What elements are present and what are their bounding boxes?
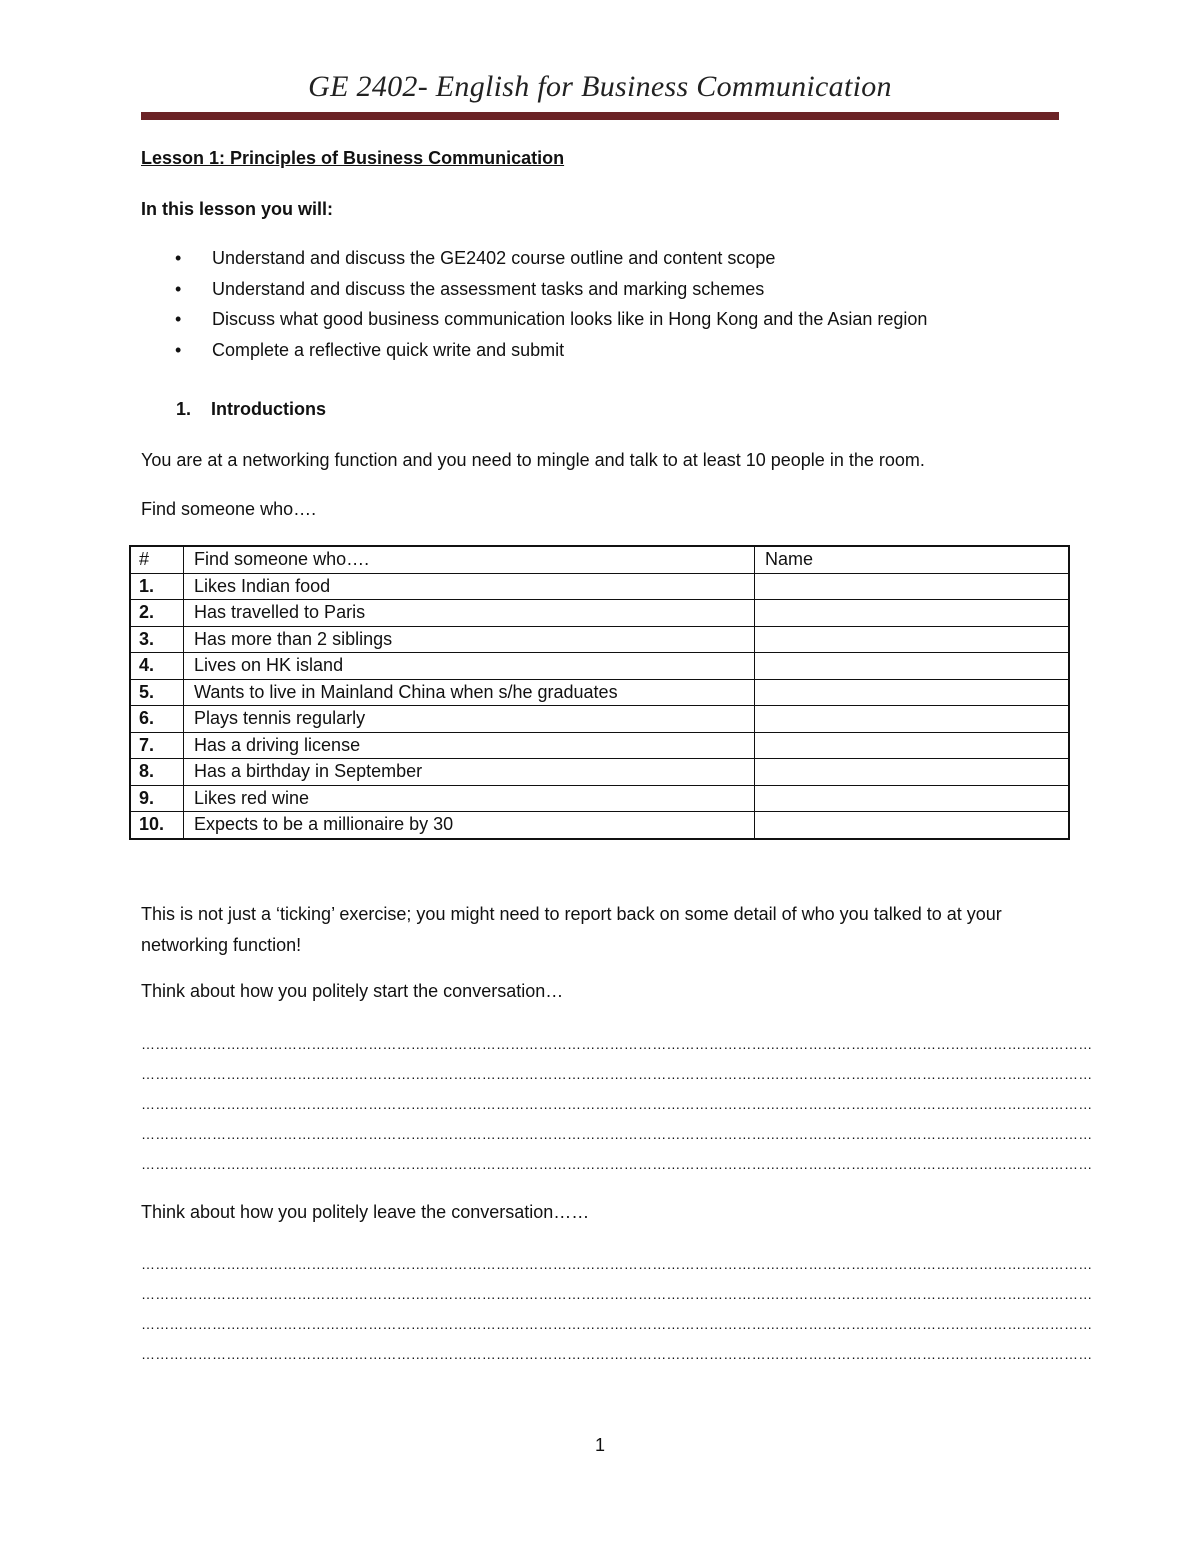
table-header-cell: Name <box>755 546 1070 573</box>
bullet-icon: • <box>175 278 182 299</box>
row-name-cell[interactable] <box>755 785 1070 812</box>
objective-text: Understand and discuss the assessment tasks and marking schemes <box>212 278 765 299</box>
networking-instructions: You are at a networking function and you need to mingle and talk to at least 10 people in the room. <box>141 450 925 470</box>
objective-item <box>141 340 927 371</box>
table-row <box>130 626 1069 653</box>
bullet-icon: • <box>175 248 182 268</box>
bullet-icon: • <box>175 309 182 329</box>
start-conversation-prompt: Think about how you politely start the conversation… <box>141 981 564 1001</box>
find-someone-table <box>129 545 1070 840</box>
section-number: 1. <box>176 399 192 419</box>
row-number: 9. <box>130 785 184 812</box>
row-name-cell[interactable] <box>755 732 1070 759</box>
find-someone-prompt: Find someone who…. <box>141 499 317 519</box>
objectives-list <box>141 248 927 370</box>
table-header-cell: # <box>130 546 184 573</box>
row-description: Plays tennis regularly <box>184 706 755 733</box>
row-description: Expects to be a millionaire by 30 <box>184 812 755 839</box>
row-number: 7. <box>130 732 184 759</box>
row-name-cell[interactable] <box>755 626 1070 653</box>
objective-text: Discuss what good business communication looks like in Hong Kong and the Asian region <box>212 309 928 329</box>
bullet-icon: • <box>175 339 182 360</box>
row-description: Has travelled to Paris <box>184 600 755 627</box>
row-number: 4. <box>130 653 184 680</box>
row-description: Likes red wine <box>184 785 755 812</box>
row-description: Has more than 2 siblings <box>184 626 755 653</box>
objective-item <box>141 248 927 279</box>
row-name-cell[interactable] <box>755 759 1070 786</box>
row-number: 6. <box>130 706 184 733</box>
row-description: Lives on HK island <box>184 653 755 680</box>
row-number: 5. <box>130 679 184 706</box>
lesson-intro: In this lesson you will: <box>141 199 334 219</box>
row-description: Wants to live in Mainland China when s/he graduates <box>184 679 755 706</box>
document-header-title: GE 2402- English for Business Communication <box>308 70 892 103</box>
section-title: Introductions <box>211 399 326 419</box>
table-row <box>130 600 1069 627</box>
row-number: 2. <box>130 600 184 627</box>
answer-line[interactable]: ………………………………………………………………………………………………………………………………………………………………………………… <box>141 1066 1093 1082</box>
leave-conversation-prompt: Think about how you politely leave the conversation…… <box>141 1202 590 1222</box>
table-row <box>130 573 1069 600</box>
answer-line[interactable]: ………………………………………………………………………………………………………………………………………………………………………………… <box>141 1156 1093 1172</box>
answer-line[interactable]: ………………………………………………………………………………………………………………………………………………………………………………… <box>141 1126 1093 1142</box>
table-header-cell: Find someone who…. <box>184 546 755 573</box>
answer-line[interactable]: ………………………………………………………………………………………………………………………………………………………………………………… <box>141 1256 1093 1272</box>
row-number: 3. <box>130 626 184 653</box>
objective-text: Complete a reflective quick write and submit <box>212 339 565 360</box>
table-header-row <box>130 546 1069 573</box>
objective-text: Understand and discuss the GE2402 course outline and content scope <box>212 248 776 268</box>
row-number: 1. <box>130 573 184 600</box>
table-row <box>130 812 1069 839</box>
answer-line[interactable]: ………………………………………………………………………………………………………………………………………………………………………………… <box>141 1036 1093 1052</box>
lesson-title: Lesson 1: Principles of Business Communication <box>141 148 565 168</box>
row-description: Likes Indian food <box>184 573 755 600</box>
row-name-cell[interactable] <box>755 812 1070 839</box>
table-row <box>130 679 1069 706</box>
header-divider <box>141 112 1059 120</box>
row-name-cell[interactable] <box>755 573 1070 600</box>
answer-line[interactable]: ………………………………………………………………………………………………………………………………………………………………………………… <box>141 1096 1093 1112</box>
ticking-note: This is not just a ‘ticking’ exercise; you might need to report back on some detail of who you talked to at your networking function! <box>141 904 1002 955</box>
table-row <box>130 653 1069 680</box>
table-row <box>130 732 1069 759</box>
answer-line[interactable]: ………………………………………………………………………………………………………………………………………………………………………………… <box>141 1316 1093 1332</box>
page-number: 1 <box>594 1435 605 1455</box>
row-number: 8. <box>130 759 184 786</box>
row-number: 10. <box>130 812 184 839</box>
row-description: Has a driving license <box>184 732 755 759</box>
answer-line[interactable]: ………………………………………………………………………………………………………………………………………………………………………………… <box>141 1346 1093 1362</box>
row-name-cell[interactable] <box>755 653 1070 680</box>
answer-line[interactable]: ………………………………………………………………………………………………………………………………………………………………………………… <box>141 1286 1093 1302</box>
row-name-cell[interactable] <box>755 706 1070 733</box>
row-name-cell[interactable] <box>755 679 1070 706</box>
row-description: Has a birthday in September <box>184 759 755 786</box>
table-row <box>130 759 1069 786</box>
section-heading <box>176 399 326 420</box>
row-name-cell[interactable] <box>755 600 1070 627</box>
objective-item <box>141 279 927 310</box>
table-row <box>130 706 1069 733</box>
table-row <box>130 785 1069 812</box>
objective-item <box>141 309 927 340</box>
